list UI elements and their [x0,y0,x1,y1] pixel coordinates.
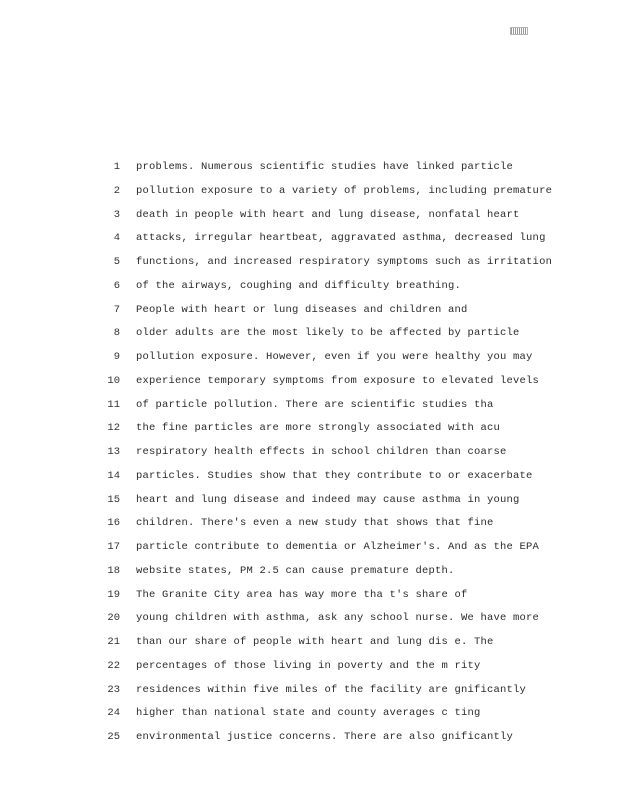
line-number: 23 [107,683,120,696]
line-text: experience temporary symptoms from exposure to elevated levels [136,374,540,387]
line-number: 3 [113,208,120,221]
line-number: 4 [113,232,120,245]
line-text: People with heart or lung diseases and children and [136,303,468,316]
line-text: pollution exposure to a variety of problems, including premature [136,184,553,197]
line-number: 8 [113,327,120,340]
line-text: of particle pollution. There are scientific studies tha [136,398,494,411]
line-number: 1 [113,161,120,173]
transcript-line [0,275,618,299]
line-text: problems. Numerous scientific studies have linked particle [136,161,514,173]
transcript-line [0,417,618,441]
line-number: 5 [113,256,120,268]
line-number: 9 [113,351,120,363]
transcript-line [0,726,618,750]
line-number: 21 [107,636,120,648]
transcript-line [0,299,618,323]
transcript-line [0,251,618,275]
line-text: respiratory health effects in school children than coarse [136,446,507,458]
transcript-line [0,394,618,418]
line-text: young children with asthma, ask any school nurse. We have more [136,612,540,625]
line-number: 14 [107,469,120,482]
transcript-line [0,156,618,180]
line-number: 24 [107,707,120,720]
line-text: higher than national state and county averages c ting [136,707,481,720]
line-text: environmental justice concerns. There are also gnificantly [136,731,514,743]
line-text: of the airways, coughing and difficulty breathing. [136,279,462,292]
line-text: particle contribute to dementia or Alzheimer's. And as the EPA [136,541,540,553]
transcript-body [0,156,618,750]
line-text: pollution exposure. However, even if you were healthy you may [136,351,533,363]
line-number: 7 [113,303,120,316]
transcript-line [0,204,618,228]
line-text: website states, PM 2.5 can cause premature depth. [136,564,455,577]
transcript-line [0,465,618,489]
transcript-line [0,655,618,679]
line-text: older adults are the most likely to be affected by particle [136,327,520,340]
transcript-line [0,489,618,513]
line-text: death in people with heart and lung disease, nonfatal heart [136,208,520,221]
line-number: 11 [107,398,120,411]
line-text: than our share of people with heart and lung dis e. The [136,636,494,648]
line-number: 22 [107,659,120,672]
line-text: heart and lung disease and indeed may cause asthma in young [136,493,520,506]
line-number: 12 [107,422,120,435]
transcript-line [0,370,618,394]
line-text: attacks, irregular heartbeat, aggravated asthma, decreased lung [136,232,546,245]
line-number: 16 [107,517,120,530]
transcript-line [0,702,618,726]
transcript-line [0,607,618,631]
line-text: percentages of those living in poverty and the m rity [136,659,481,672]
line-number: 25 [107,731,120,743]
line-text: the fine particles are more strongly associated with acu [136,422,501,435]
line-number: 10 [107,374,120,387]
line-text: The Granite City area has way more tha t's share of [136,588,468,601]
line-number: 18 [107,564,120,577]
line-number: 19 [107,588,120,601]
transcript-line [0,441,618,465]
transcript-line [0,584,618,608]
transcript-line [0,512,618,536]
line-number: 20 [107,612,120,625]
transcript-line [0,322,618,346]
transcript-line [0,227,618,251]
line-number: 2 [113,184,120,197]
line-number: 13 [107,446,120,458]
transcript-line [0,180,618,204]
line-text: children. There's even a new study that shows that fine [136,517,494,530]
transcript-line [0,536,618,560]
transcript-line [0,560,618,584]
line-text: functions, and increased respiratory symptoms such as irritation [136,256,553,268]
line-text: particles. Studies show that they contribute to or exacerbate [136,469,533,482]
line-text: residences within five miles of the facility are gnificantly [136,683,527,696]
line-number: 17 [107,541,120,553]
line-number: 15 [107,493,120,506]
transcript-line [0,346,618,370]
page-stamp-icon [510,27,528,35]
line-number: 6 [113,279,120,292]
transcript-line [0,679,618,703]
transcript-line [0,631,618,655]
